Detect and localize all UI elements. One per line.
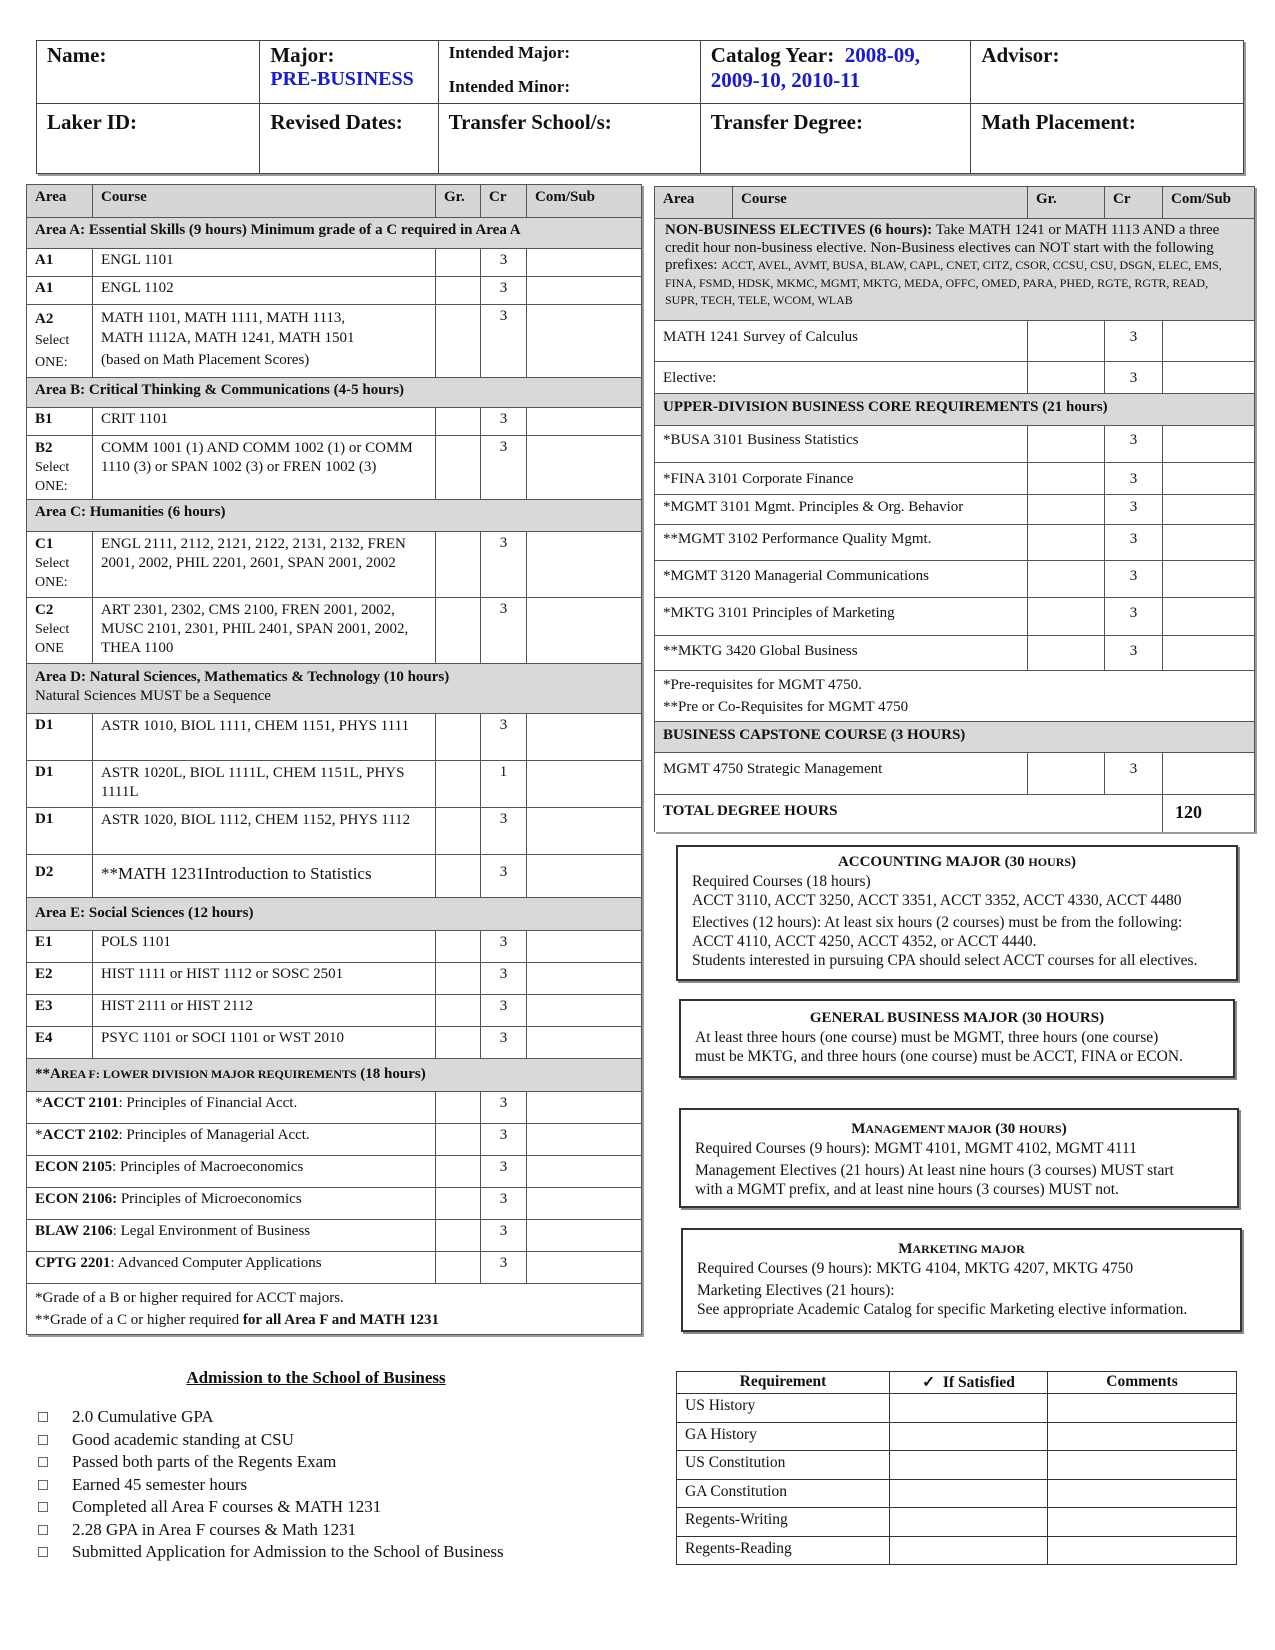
comments-cell[interactable]: [1048, 1479, 1237, 1508]
checklist-item[interactable]: Submitted Application for Admission to the School of Business: [36, 1541, 596, 1564]
satisfied-cell[interactable]: [890, 1422, 1048, 1451]
section-upper-division-core: UPPER-DIVISION BUSINESS CORE REQUIREMENTS (21 hours): [655, 394, 1255, 426]
comsub-cell[interactable]: [527, 931, 642, 963]
comsub-cell[interactable]: [1163, 426, 1255, 463]
col-credit: Cr: [1105, 187, 1163, 219]
marketing-major-title: MARKETING MAJOR: [898, 1241, 1025, 1257]
col-comsub: Com/Sub: [1163, 187, 1255, 219]
grade-cell[interactable]: [436, 808, 481, 855]
table-row: D2 **MATH 1231Introduction to Statistics 3: [27, 855, 642, 898]
checkbox-icon[interactable]: [38, 1525, 48, 1535]
grade-cell[interactable]: [436, 408, 481, 436]
comsub-cell[interactable]: [527, 277, 642, 305]
comsub-cell[interactable]: [1163, 753, 1255, 795]
grade-cell[interactable]: [436, 1092, 481, 1124]
laker-id-field[interactable]: [37, 104, 260, 174]
col-area: Area: [27, 185, 93, 218]
catalog-year-field: [700, 41, 971, 104]
math-placement-label: Math Placement:: [981, 110, 1136, 135]
comsub-cell[interactable]: [527, 761, 642, 808]
comsub-cell[interactable]: [1163, 463, 1255, 495]
comsub-cell[interactable]: [527, 1252, 642, 1284]
comsub-cell[interactable]: [527, 1188, 642, 1220]
comsub-cell[interactable]: [527, 532, 642, 598]
col-grade: Gr.: [1028, 187, 1105, 219]
checklist-item[interactable]: 2.28 GPA in Area F courses & Math 1231: [36, 1519, 596, 1542]
grade-cell[interactable]: [436, 1188, 481, 1220]
col-comments: Comments: [1048, 1372, 1237, 1394]
table-row: US History: [677, 1394, 1237, 1423]
transfer-school-field[interactable]: [438, 104, 700, 174]
grade-cell[interactable]: [436, 277, 481, 305]
table-row: C2 Select ONE ART 2301, 2302, CMS 2100, FREN 2001, 2002, MUSC 2101, 2301, PHIL 2401, SPAN 2001, 2002, THEA 1100 3: [27, 598, 642, 664]
section-area-b: Area B: Critical Thinking & Communications (4-5 hours): [27, 378, 642, 408]
comsub-cell[interactable]: [527, 963, 642, 995]
table-row: ECON 2106: Principles of Microeconomics 3: [27, 1188, 642, 1220]
comsub-cell[interactable]: [527, 1156, 642, 1188]
section-capstone: BUSINESS CAPSTONE COURSE (3 HOURS): [655, 722, 1255, 753]
state-requirements-table: [676, 1371, 1237, 1565]
table-row: *FINA 3101 Corporate Finance 3: [655, 463, 1255, 495]
grade-cell[interactable]: [436, 249, 481, 277]
table-row: MGMT 4750 Strategic Management 3: [655, 753, 1255, 795]
grade-notes: *Grade of a B or higher required for ACCT majors. **Grade of a C or higher required for all Area F and MATH 1231: [27, 1284, 642, 1335]
prerequisite-notes: *Pre-requisites for MGMT 4750. **Pre or Co-Requisites for MGMT 4750: [655, 671, 1255, 722]
table-row: **MKTG 3420 Global Business 3: [655, 636, 1255, 671]
grade-cell[interactable]: [1028, 561, 1105, 598]
core-curriculum-table: [26, 184, 642, 1335]
checklist-item[interactable]: Completed all Area F courses & MATH 1231: [36, 1496, 596, 1519]
table-row: C1 Select ONE: ENGL 2111, 2112, 2121, 2122, 2131, 2132, FREN 2001, 2002, PHIL 2201, 2601, SPAN 2001, 2002 3: [27, 532, 642, 598]
accounting-major-box: ACCOUNTING MAJOR (30 HOURS) Required Courses (18 hours) ACCT 3110, ACCT 3250, ACCT 3351, ACCT 3352, ACCT 4330, ACCT 4480 Electives (12 hours): At least six hours (2 courses) must be from the following: ACCT 4110, ACCT 4250, ACCT 4352, or ACCT 4440. Students interested in pursuing CPA should select ACCT courses for all electives.: [676, 845, 1238, 981]
grade-cell[interactable]: [436, 761, 481, 808]
grade-cell[interactable]: [1028, 753, 1105, 795]
comments-cell[interactable]: [1048, 1422, 1237, 1451]
math-placement-field[interactable]: [971, 104, 1244, 174]
major-field: [260, 41, 438, 104]
table-row: Regents-Reading: [677, 1536, 1237, 1565]
col-course: Course: [93, 185, 436, 218]
comsub-cell[interactable]: [527, 598, 642, 664]
grade-cell[interactable]: [436, 855, 481, 898]
total-degree-hours-value: 120: [1163, 795, 1255, 832]
section-area-e: Area E: Social Sciences (12 hours): [27, 898, 642, 931]
grade-cell[interactable]: [436, 532, 481, 598]
grade-cell[interactable]: [1028, 598, 1105, 636]
section-area-c: Area C: Humanities (6 hours): [27, 500, 642, 532]
checkbox-icon[interactable]: [38, 1435, 48, 1445]
comsub-cell[interactable]: [1163, 321, 1255, 362]
transfer-school-label: Transfer School/s:: [448, 110, 612, 135]
table-row: *ACCT 2101: Principles of Financial Acct. 3: [27, 1092, 642, 1124]
grade-cell[interactable]: [1028, 321, 1105, 362]
catalog-year-value-1: 2008-09,: [844, 43, 920, 67]
comsub-cell[interactable]: [527, 855, 642, 898]
grade-cell[interactable]: [1028, 636, 1105, 671]
table-row: **MGMT 3102 Performance Quality Mgmt. 3: [655, 525, 1255, 561]
grade-cell[interactable]: [436, 436, 481, 500]
comsub-cell[interactable]: [1163, 525, 1255, 561]
section-non-business-electives: NON-BUSINESS ELECTIVES (6 hours): Take MATH 1241 or MATH 1113 AND a three credit hour non-business elective. Non-Business electives can NOT start with the following prefixes: ACCT, AVEL, AVMT, BUSA, BLAW, CAPL, CNET, CITZ, CSOR, CCSU, CSU, DSGN, ELEC, EMS, FINA, FSMD, HDSK, MKMC, MGMT, MKTG, MEDA, OFFC, OMED, PARA, PHED, RGTE, RGTR, READ, SUPR, TECH, TELE, WCOM, WLAB: [655, 219, 1255, 321]
advisor-label: Advisor:: [981, 43, 1060, 67]
col-area: Area: [655, 187, 733, 219]
grade-cell[interactable]: [436, 714, 481, 761]
management-major-title: MANAGEMENT MAJOR (30 HOURS): [851, 1121, 1067, 1137]
laker-id-label: Laker ID:: [47, 110, 138, 135]
general-business-major-title: GENERAL BUSINESS MAJOR (30 HOURS): [809, 1010, 1105, 1026]
table-row: Regents-Writing: [677, 1508, 1237, 1537]
comsub-cell[interactable]: [1163, 561, 1255, 598]
student-info-header: [36, 40, 1244, 174]
table-row: GA History: [677, 1422, 1237, 1451]
table-row: D1 ASTR 1010, BIOL 1111, CHEM 1151, PHYS 1111 3: [27, 714, 642, 761]
table-row: E1 POLS 1101 3: [27, 931, 642, 963]
checkbox-icon[interactable]: [38, 1547, 48, 1557]
transfer-degree-field[interactable]: [700, 104, 971, 174]
intended-field[interactable]: [438, 41, 700, 104]
general-business-major-box: GENERAL BUSINESS MAJOR (30 HOURS) At least three hours (one course) must be MGMT, three hours (one course) must be MKTG, and three hours (one course) must be ACCT, FINA or ECON.: [679, 999, 1235, 1078]
col-requirement: Requirement: [677, 1372, 890, 1394]
grade-cell[interactable]: [1028, 495, 1105, 525]
table-row: E3 HIST 2111 or HIST 2112 3: [27, 995, 642, 1027]
table-row: CPTG 2201: Advanced Computer Applications 3: [27, 1252, 642, 1284]
table-row: *MGMT 3120 Managerial Communications 3: [655, 561, 1255, 598]
checkmark-icon: ✓: [922, 1374, 936, 1391]
grade-cell[interactable]: [436, 931, 481, 963]
comments-cell[interactable]: [1048, 1508, 1237, 1537]
comsub-cell[interactable]: [527, 1220, 642, 1252]
grade-cell[interactable]: [436, 1220, 481, 1252]
checkbox-icon[interactable]: [38, 1502, 48, 1512]
intended-minor-label: Intended Minor:: [448, 77, 570, 96]
grade-cell[interactable]: [1028, 426, 1105, 463]
grade-cell[interactable]: [436, 598, 481, 664]
grade-cell[interactable]: [436, 1252, 481, 1284]
advisor-field[interactable]: [971, 41, 1244, 104]
col-credit: Cr: [481, 185, 527, 218]
comsub-cell[interactable]: [1163, 598, 1255, 636]
checklist-item[interactable]: Good academic standing at CSU: [36, 1429, 596, 1452]
table-row: *ACCT 2102: Principles of Managerial Acct. 3: [27, 1124, 642, 1156]
total-degree-hours-label: TOTAL DEGREE HOURS: [655, 795, 1163, 832]
grade-cell[interactable]: [436, 995, 481, 1027]
checkbox-icon[interactable]: [38, 1457, 48, 1467]
satisfied-cell[interactable]: [890, 1394, 1048, 1423]
name-field[interactable]: [37, 41, 260, 104]
table-row: *BUSA 3101 Business Statistics 3: [655, 426, 1255, 463]
table-row: Elective: 3: [655, 362, 1255, 394]
comsub-cell[interactable]: [1163, 636, 1255, 671]
checkbox-icon[interactable]: [38, 1412, 48, 1422]
table-row: B2 Select ONE: COMM 1001 (1) AND COMM 1002 (1) or COMM 1110 (3) or SPAN 1002 (3) or FREN 1002 (3) 3: [27, 436, 642, 500]
catalog-year-value-2: 2009-10, 2010-11: [710, 68, 861, 92]
table-row: A1 ENGL 1101 3: [27, 249, 642, 277]
table-row: A2 Select ONE: MATH 1101, MATH 1111, MATH 1113, MATH 1112A, MATH 1241, MATH 1501 (based on Math Placement Scores) 3: [27, 305, 642, 378]
name-label: Name:: [47, 43, 107, 67]
major-label: Major:: [270, 43, 335, 67]
table-row: A1 ENGL 1102 3: [27, 277, 642, 305]
accounting-major-title: ACCOUNTING MAJOR (30 HOURS): [837, 854, 1077, 870]
checklist-item[interactable]: 2.0 Cumulative GPA: [36, 1406, 596, 1429]
revised-dates-label: Revised Dates:: [270, 110, 403, 135]
comments-cell[interactable]: [1048, 1394, 1237, 1423]
satisfied-cell[interactable]: [890, 1479, 1048, 1508]
table-row: D1 ASTR 1020, BIOL 1112, CHEM 1152, PHYS 1112 3: [27, 808, 642, 855]
table-row: ECON 2105: Principles of Macroeconomics 3: [27, 1156, 642, 1188]
management-major-box: MANAGEMENT MAJOR (30 HOURS) Required Courses (9 hours): MGMT 4101, MGMT 4102, MGMT 4111 Management Electives (21 hours) At least nine hours (3 courses) MUST start with a MGMT prefix, and at least nine hours (3 courses) MUST not.: [679, 1108, 1239, 1208]
comsub-cell[interactable]: [527, 1092, 642, 1124]
col-course: Course: [733, 187, 1028, 219]
table-row: E4 PSYC 1101 or SOCI 1101 or WST 2010 3: [27, 1027, 642, 1059]
comsub-cell[interactable]: [527, 808, 642, 855]
transfer-degree-label: Transfer Degree:: [710, 110, 863, 135]
table-row: US Constitution: [677, 1451, 1237, 1480]
grade-cell[interactable]: [1028, 463, 1105, 495]
checklist-item[interactable]: Passed both parts of the Regents Exam: [36, 1451, 596, 1474]
business-requirements-table: [654, 186, 1255, 832]
comments-cell[interactable]: [1048, 1536, 1237, 1565]
section-area-f: **AREA F: LOWER DIVISION MAJOR REQUIREMENTS (18 hours): [27, 1059, 642, 1092]
table-row: B1 CRIT 1101 3: [27, 408, 642, 436]
comsub-cell[interactable]: [527, 249, 642, 277]
table-row: BLAW 2106: Legal Environment of Business 3: [27, 1220, 642, 1252]
col-grade: Gr.: [436, 185, 481, 218]
catalog-year-label: Catalog Year:: [710, 43, 835, 67]
comsub-cell[interactable]: [527, 1027, 642, 1059]
col-if-satisfied: ✓ If Satisfied: [890, 1372, 1048, 1394]
marketing-major-box: MARKETING MAJOR Required Courses (9 hours): MKTG 4104, MKTG 4207, MKTG 4750 Marketing Electives (21 hours): See appropriate Academic Catalog for specific Marketing elective information.: [681, 1228, 1242, 1332]
checkbox-icon[interactable]: [38, 1480, 48, 1490]
table-row: GA Constitution: [677, 1479, 1237, 1508]
comsub-cell[interactable]: [527, 408, 642, 436]
comsub-cell[interactable]: [527, 995, 642, 1027]
admission-checklist: [36, 1368, 596, 1564]
table-row: D1 ASTR 1020L, BIOL 1111L, CHEM 1151L, PHYS 1111L 1: [27, 761, 642, 808]
table-row: *MKTG 3101 Principles of Marketing 3: [655, 598, 1255, 636]
comsub-cell[interactable]: [1163, 362, 1255, 394]
comsub-cell[interactable]: [527, 714, 642, 761]
grade-cell[interactable]: [1028, 362, 1105, 394]
comments-cell[interactable]: [1048, 1451, 1237, 1480]
grade-cell[interactable]: [436, 305, 481, 378]
col-comsub: Com/Sub: [527, 185, 642, 218]
satisfied-cell[interactable]: [890, 1536, 1048, 1565]
section-area-a: Area A: Essential Skills (9 hours) Minimum grade of a C required in Area A: [27, 218, 642, 249]
admission-title: Admission to the School of Business: [186, 1368, 446, 1387]
revised-dates-field[interactable]: [260, 104, 438, 174]
grade-cell[interactable]: [436, 963, 481, 995]
intended-major-label: Intended Major:: [448, 43, 570, 62]
grade-cell[interactable]: [1028, 525, 1105, 561]
comsub-cell[interactable]: [527, 436, 642, 500]
checklist-item[interactable]: Earned 45 semester hours: [36, 1474, 596, 1497]
comsub-cell[interactable]: [1163, 495, 1255, 525]
comsub-cell[interactable]: [527, 305, 642, 378]
satisfied-cell[interactable]: [890, 1508, 1048, 1537]
major-value: PRE-BUSINESS: [270, 68, 414, 90]
grade-cell[interactable]: [436, 1156, 481, 1188]
table-row: *MGMT 3101 Mgmt. Principles & Org. Behavior 3: [655, 495, 1255, 525]
table-row: MATH 1241 Survey of Calculus 3: [655, 321, 1255, 362]
grade-cell[interactable]: [436, 1124, 481, 1156]
grade-cell[interactable]: [436, 1027, 481, 1059]
satisfied-cell[interactable]: [890, 1451, 1048, 1480]
section-area-d: Area D: Natural Sciences, Mathematics & Technology (10 hours) Natural Sciences MUST be a Sequence: [27, 664, 642, 714]
table-row: E2 HIST 1111 or HIST 1112 or SOSC 2501 3: [27, 963, 642, 995]
comsub-cell[interactable]: [527, 1124, 642, 1156]
